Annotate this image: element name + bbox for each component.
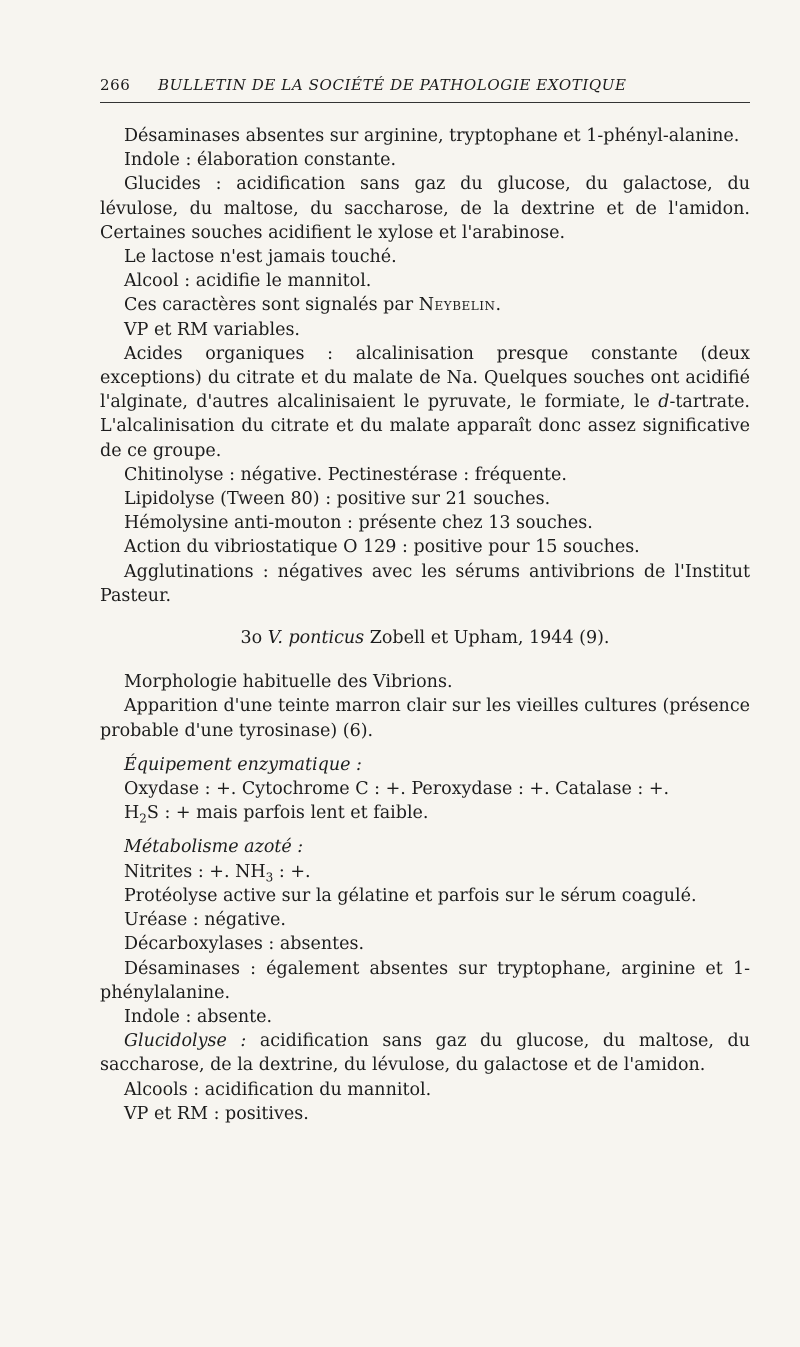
subheading: Métabolisme azoté :: [124, 837, 304, 858]
paragraph: [100, 342, 750, 463]
running-header: [100, 76, 750, 103]
paragraph: Lipidolyse (Tween 80) : positive sur 21 souches.: [124, 489, 551, 510]
section-authors: Zobell et Upham, 1944 (9).: [364, 628, 610, 649]
text-run: H: [124, 803, 140, 824]
section-number: 3o: [240, 628, 263, 649]
paragraph: Action du vibriostatique O 129 : positive pour 15 souches.: [124, 537, 640, 558]
paragraph: Alcools : acidification du mannitol.: [124, 1079, 432, 1100]
subscript: 2: [139, 811, 147, 826]
paragraph: Uréase : négative.: [124, 910, 286, 931]
paragraph: Morphologie habituelle des Vibrions.: [124, 672, 453, 693]
text-run: Nitrites : +. NH: [124, 861, 266, 882]
text-run: S : + mais parfois lent et faible.: [146, 803, 429, 824]
text-run-italic: Glucidolyse :: [124, 1031, 247, 1052]
paragraph: Glucides : acidification sans gaz du glucose, du galactose, du lévulose, du maltose, du saccharose, de la dextrine et de l'amidon. Certaines souches acidifient le xylose et l'arabinose.: [100, 174, 750, 243]
paragraph: Apparition d'une teinte marron clair sur les vieilles cultures (présence probable d'une tyrosinase) (6).: [100, 696, 750, 741]
text-run: Acides organiques : alcalinisation presque constante (deux exceptions) du citrate et du malate de Na. Quelques souches ont acidifié l'alginate, d'autres alcalinisaient le pyruvate, le formiate, le: [100, 343, 750, 413]
text-run: : +.: [273, 861, 311, 882]
paragraph: Indole : absente.: [124, 1006, 273, 1027]
section-heading: [100, 626, 750, 650]
text-run: -tartrate. L'alcalinisation du citrate et du malate apparaît donc assez significative de ce groupe.: [100, 392, 750, 461]
subheading: Équipement enzymatique :: [124, 754, 362, 775]
paragraph: Le lactose n'est jamais touché.: [124, 247, 397, 268]
running-title: BULLETIN DE LA SOCIÉTÉ DE PATHOLOGIE EXOTIQUE: [158, 76, 627, 94]
paragraph: Oxydase : +. Cytochrome C : +. Peroxydase : +. Catalase : +.: [124, 779, 670, 800]
author-name: Neybelin: [418, 295, 496, 316]
paragraph: Chitinolyse : négative. Pectinestérase : fréquente.: [124, 464, 567, 485]
body-text: [100, 124, 750, 1126]
page-number: 266: [100, 76, 131, 94]
text-run: .: [495, 295, 502, 316]
species-name: V. ponticus: [267, 628, 365, 649]
paragraph: [100, 1029, 750, 1077]
paragraph: Désaminases absentes sur arginine, tryptophane et 1-phényl-alanine.: [124, 126, 740, 146]
paragraph: [100, 801, 750, 825]
paragraph: Hémolysine anti-mouton : présente chez 13 souches.: [124, 513, 593, 534]
paragraph: Alcool : acidifie le mannitol.: [124, 271, 372, 292]
text-run: Ces caractères sont signalés par: [124, 295, 419, 316]
paragraph: Décarboxylases : absentes.: [124, 934, 365, 955]
paragraph: VP et RM variables.: [124, 319, 300, 340]
text-run: acidification sans gaz du glucose, du maltose, du saccharose, de la dextrine, du lévulose, du galactose et de l'amidon.: [100, 1031, 750, 1076]
paragraph: Protéolyse active sur la gélatine et parfois sur le sérum coagulé.: [124, 885, 697, 906]
paragraph: Indole : élaboration constante.: [124, 150, 397, 171]
paragraph: Désaminases : également absentes sur tryptophane, arginine et 1-phénylalanine.: [100, 958, 750, 1003]
subscript: 3: [265, 870, 274, 885]
paragraph: [100, 860, 750, 884]
paragraph: [100, 293, 750, 317]
paragraph: Agglutinations : négatives avec les sérums antivibrions de l'Institut Pasteur.: [100, 561, 750, 606]
text-run-italic: d: [658, 392, 670, 413]
paragraph: VP et RM : positives.: [124, 1103, 309, 1124]
